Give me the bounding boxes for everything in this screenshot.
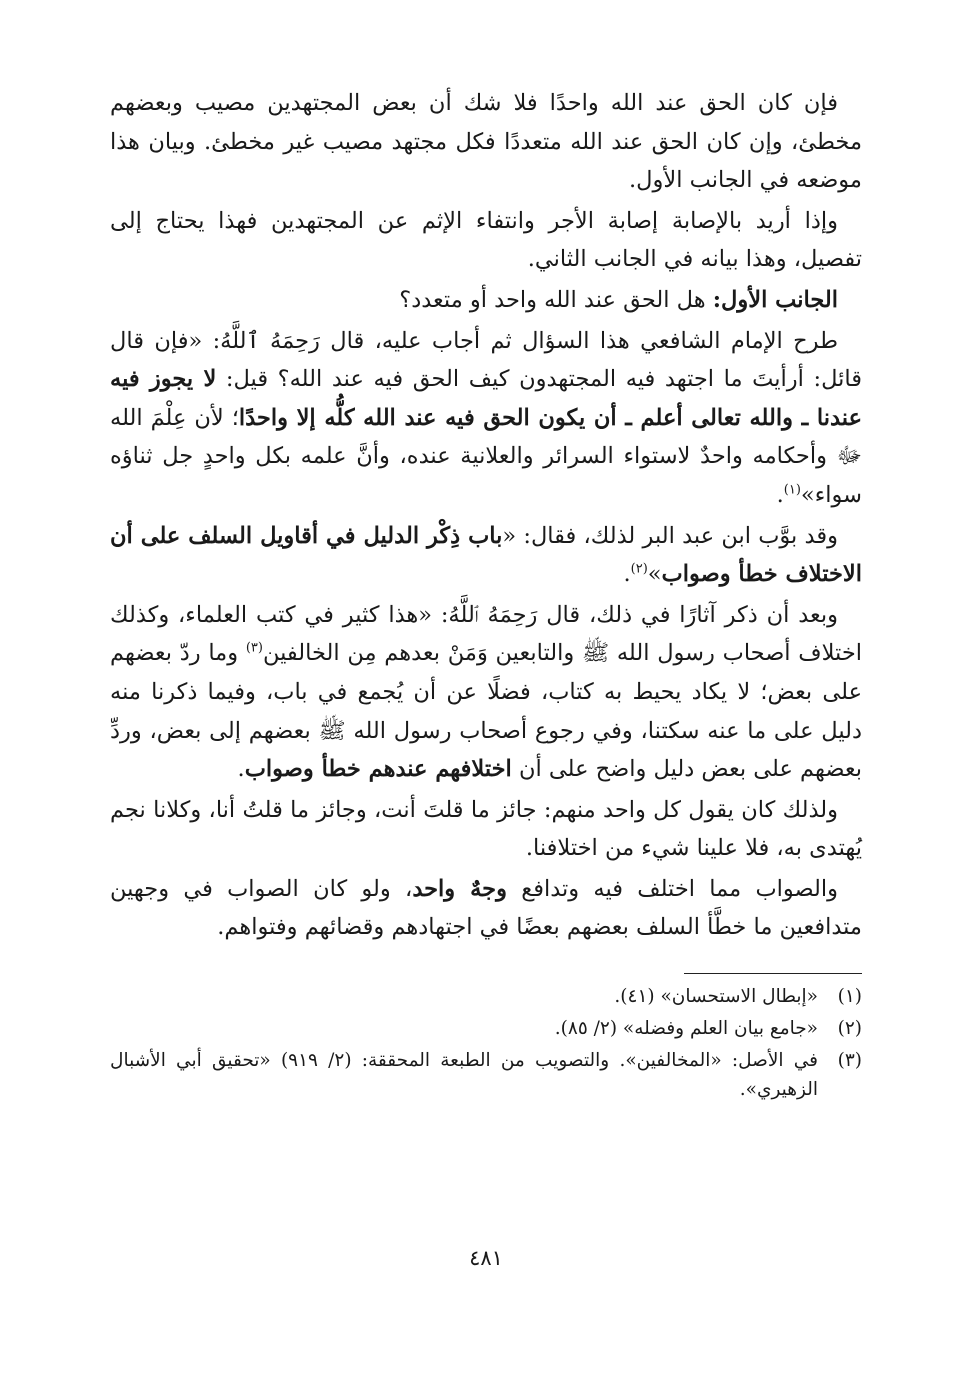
paragraph-text: فإن كان الحق عند الله واحدًا فلا شك أن بعض المجتهدين مصيب وبعضهم مخطئ، وإن كان الحق عند الله متعددًا فكل مجتهد مصيب غير مخطئ. وبيان هذا موضعه في الجانب الأول. bbox=[110, 90, 862, 194]
paragraph bbox=[110, 322, 862, 515]
footnote-reference: (١) bbox=[783, 482, 801, 498]
paragraph-text: ، ولو كان الصواب في وجهين متدافعين ما خطَّأ السلف بعضهم بعضًا في اجتهادهم وقضائهم وفتواهم. bbox=[110, 875, 862, 941]
paragraph-text: وبعد أن ذكر آثارًا في ذلك، قال رَحِمَهُ ٱللَّهُ: «هذا كثير في كتب العلماء، وكذلك اختلاف أصحاب رسول الله ﷺ والتابعين وَمَنْ بعدهم مِن الخالفين bbox=[110, 601, 862, 667]
paragraph-text: وقد بوَّب ابن عبد البر لذلك، فقال: « bbox=[502, 522, 838, 549]
footnote-reference: (٢) bbox=[630, 561, 648, 577]
paragraph bbox=[110, 281, 862, 320]
paragraph-text: . bbox=[237, 756, 245, 783]
bold-text: لا يجوز فيه عندنا ـ والله تعالى أعلم ـ أن يكون الحق فيه عند الله كلُّه إلا واحدًا bbox=[110, 366, 862, 431]
paragraph bbox=[110, 517, 862, 594]
paragraph bbox=[110, 84, 862, 200]
footnote bbox=[110, 1014, 862, 1043]
footnote-number: (٢) bbox=[837, 1018, 862, 1040]
footnote-number: (٣) bbox=[837, 1050, 862, 1072]
paragraph bbox=[110, 202, 862, 279]
paragraph-text: . bbox=[776, 481, 784, 508]
paragraph-text: طرح الإمام الشافعي هذا السؤال ثم أجاب عليه، قال رَحِمَهُ ٱللَّهُ: «فإن قال قائل: أرأيتَ ما اجتهد فيه المجتهدون كيف الحق فيه عند الله؟ قيل: bbox=[110, 327, 862, 393]
paragraph bbox=[110, 596, 862, 789]
footnote-text: في الأصل: «المخالفين». والتصويب من الطبعة المحققة: (٢/ ٩١٩) «تحقيق أبي الأشبال الزهيري». bbox=[110, 1050, 818, 1101]
footnote-text: «إبطال الاستحسان» (٤١). bbox=[614, 986, 818, 1008]
paragraph-text: » bbox=[647, 561, 662, 588]
bold-text: باب ذِكْر الدليل في أقاويل السلف على أن الاختلاف خطأ وصواب bbox=[110, 522, 862, 588]
paragraph bbox=[110, 791, 862, 868]
footnote-text: «جامع بيان العلم وفضله» (٢/ ٨٥). bbox=[554, 1018, 818, 1040]
bold-text: وجهٌ واحد bbox=[412, 875, 507, 902]
page-number: ٤٨١ bbox=[469, 1246, 503, 1270]
footnote-reference: (٣) bbox=[245, 640, 263, 656]
footnote-number: (١) bbox=[837, 986, 862, 1008]
paragraph-text: . bbox=[623, 561, 631, 588]
footnotes bbox=[110, 982, 862, 1104]
footnote bbox=[110, 982, 862, 1011]
paragraph-text: وما ردّ بعضهم على بعض؛ لا يكاد يحيط به كتاب، فضلًا عن أن يُجمع في باب، وفيما ذكرنا منه دليل على ما عنه سكتنا، وفي رجوع أصحاب رسول الله ﷺ بعضهم إلى بعض، وردِّ بعضهم على بعض دليل واضح على أن bbox=[110, 640, 862, 783]
paragraph bbox=[110, 870, 862, 947]
footnote-separator bbox=[684, 973, 862, 974]
paragraph-text: ؛ لأن عِلْمَ الله ﷻ وأحكامه واحدٌ لاستواء السرائر والعلانية عنده، وأنَّ علمه بكل واحدٍ جل ثناؤه سواء» bbox=[110, 404, 862, 508]
bold-text: الجانب الأول: bbox=[712, 286, 838, 313]
main-text bbox=[110, 84, 862, 947]
paragraph-text: ولذلك كان يقول كل واحد منهم: جائز ما قلتَ أنت، وجائز ما قلتُ أنا، وكلانا نجم يُهتدى به، فلا علينا شيء من اختلافنا. bbox=[110, 796, 862, 862]
footnote bbox=[110, 1046, 862, 1104]
bold-text: اختلافهم عندهم خطأ وصواب bbox=[244, 756, 512, 783]
book-page bbox=[110, 84, 862, 1324]
paragraph-text: وإذا أريد بالإصابة إصابة الأجر وانتفاء الإثم عن المجتهدين فهذا يحتاج إلى تفصيل، وهذا بيانه في الجانب الثاني. bbox=[110, 207, 862, 273]
paragraph-text: هل الحق عند الله واحد أو متعدد؟ bbox=[399, 286, 713, 313]
paragraph-text: والصواب مما اختلف فيه وتدافع bbox=[506, 875, 838, 902]
